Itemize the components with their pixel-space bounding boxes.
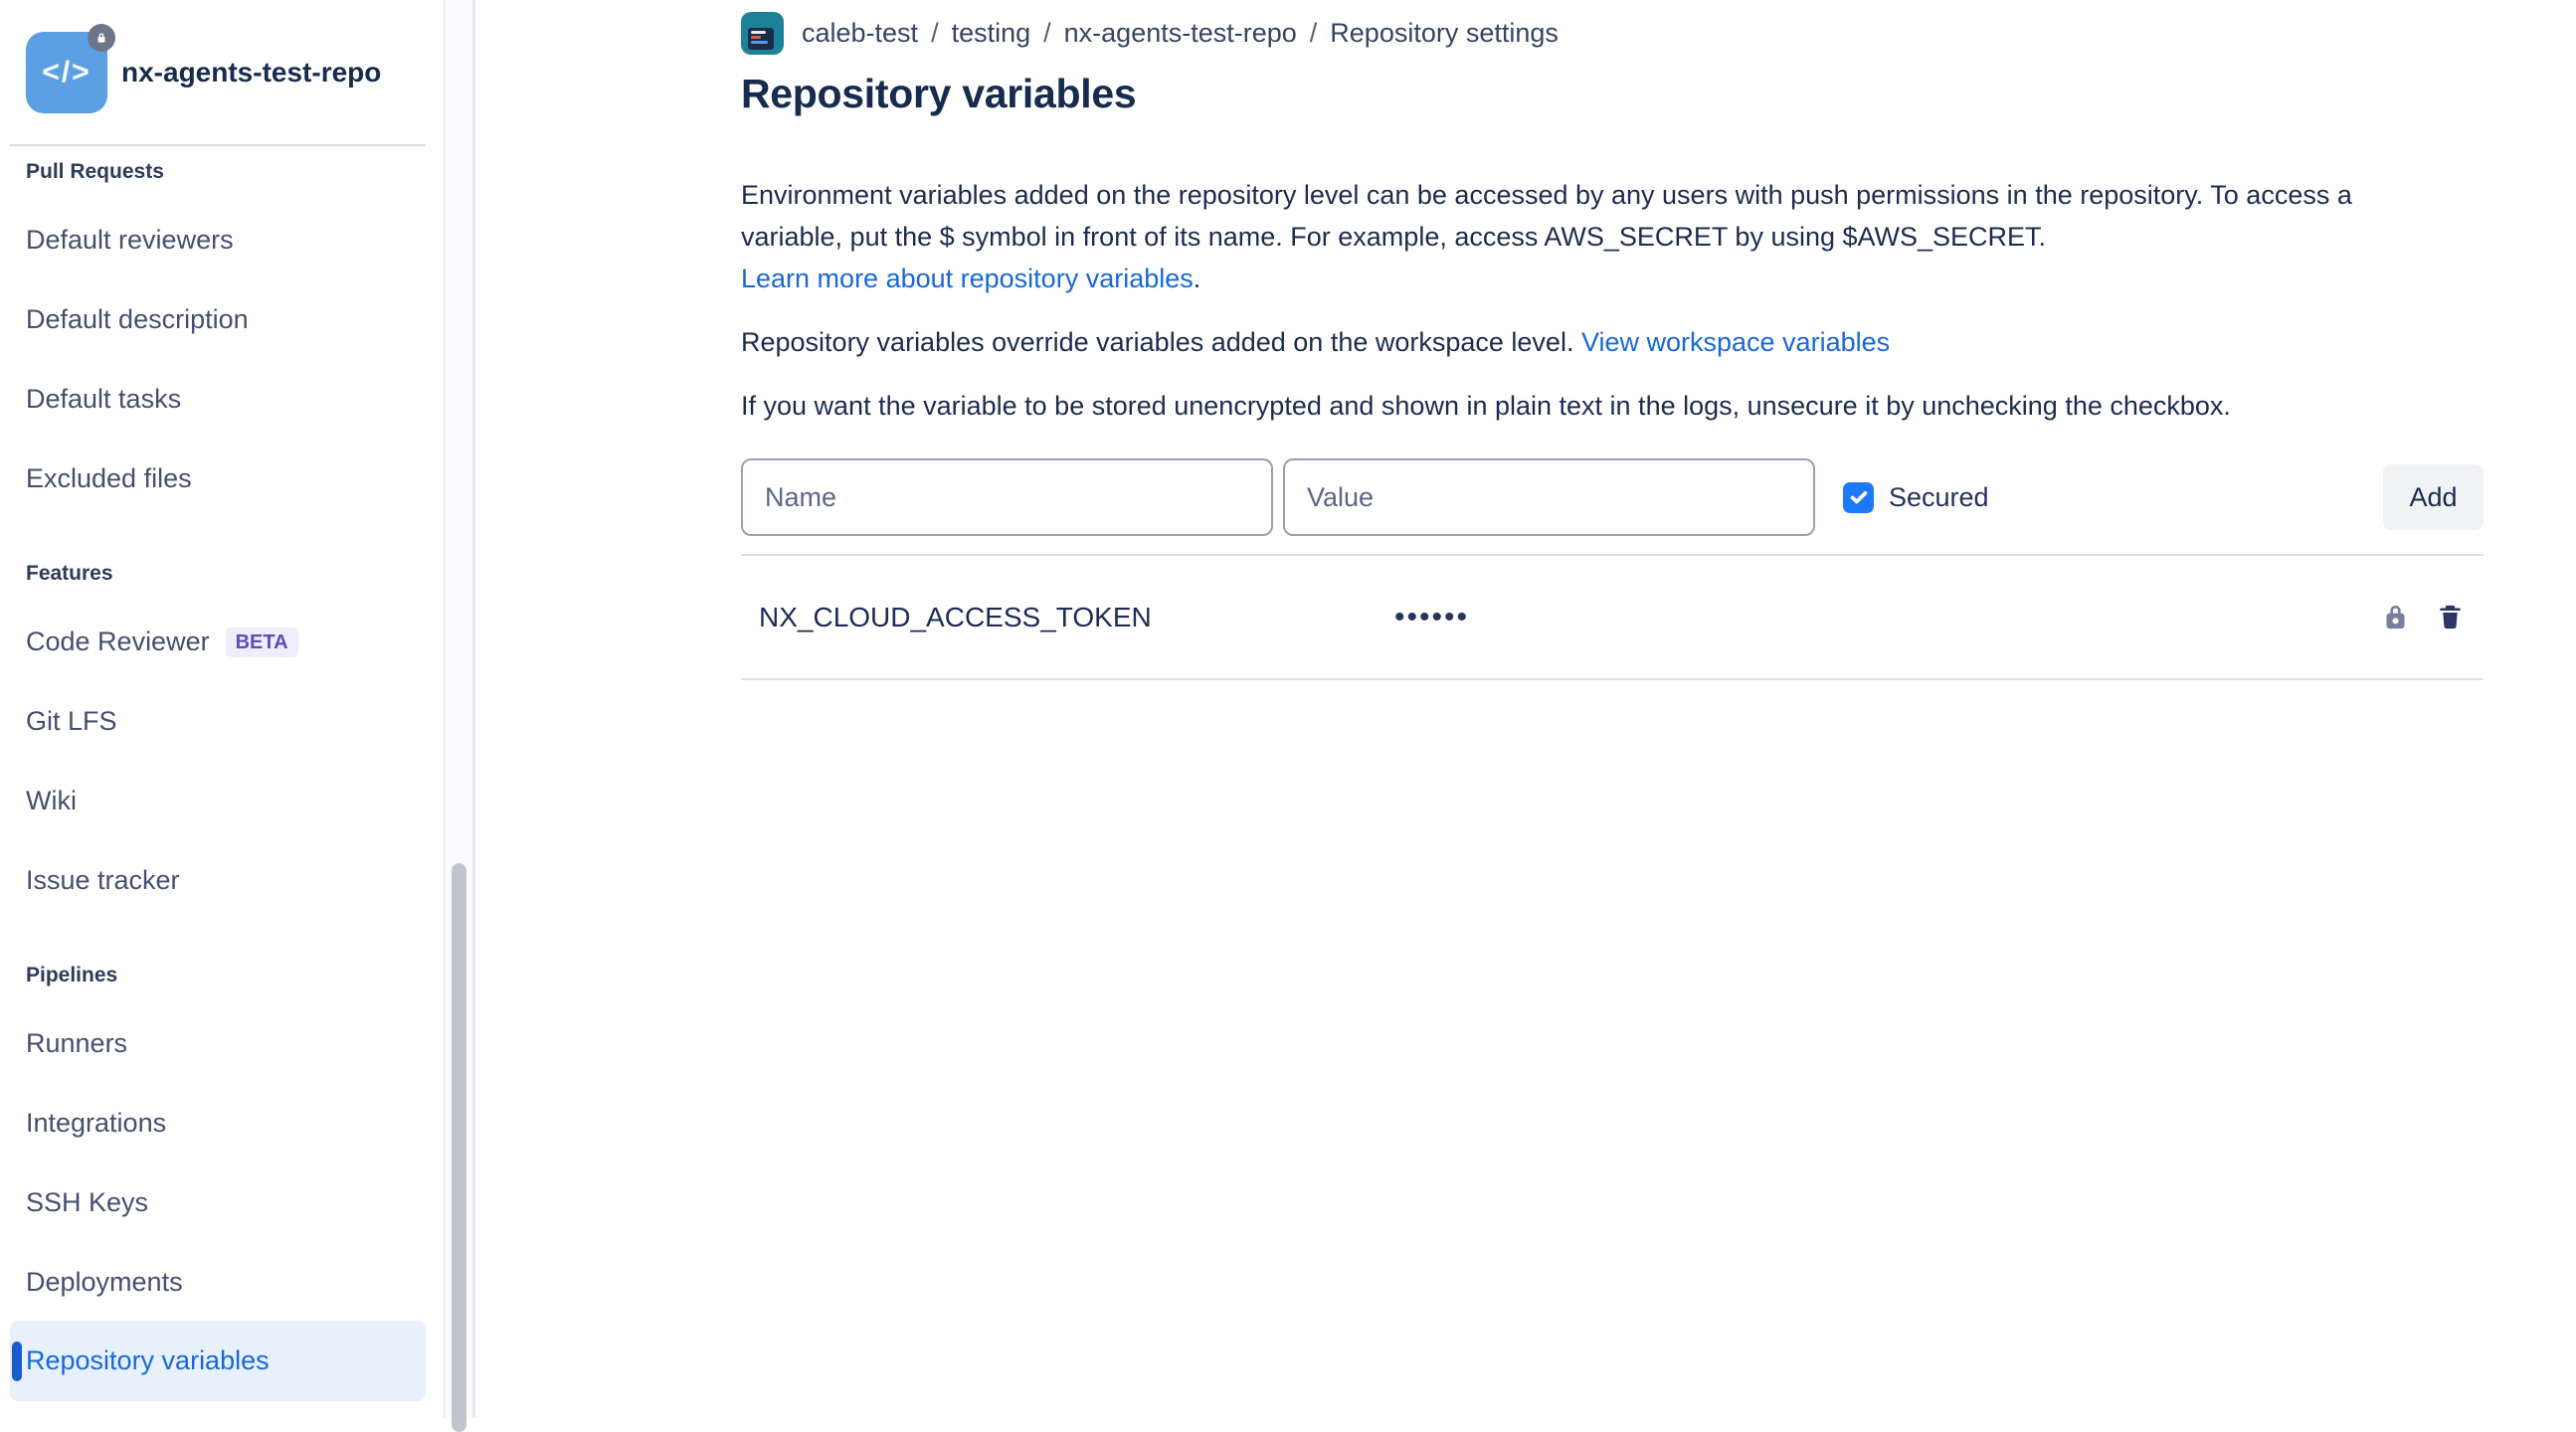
intro-line: Environment variables added on the repository level can be accessed by any users with push permissions in the repository. To access a xyxy=(741,180,2352,210)
lock-icon xyxy=(2380,601,2411,633)
override-text: Repository variables override variables added on the workspace level. xyxy=(741,327,1574,357)
secured-label: Secured xyxy=(1889,481,1989,512)
sidebar-header xyxy=(0,0,443,113)
breadcrumb-separator: / xyxy=(1309,18,1318,48)
learn-more-line xyxy=(741,258,2484,299)
page-title: Repository variables xyxy=(741,71,1137,116)
sidebar-item-label: Default reviewers xyxy=(26,225,234,255)
sidebar-item-issue-tracker[interactable] xyxy=(0,864,443,897)
active-item-indicator xyxy=(12,1342,22,1381)
sidebar-item-git-lfs[interactable] xyxy=(0,705,443,738)
nav-section-heading-features: Features xyxy=(26,562,113,585)
variable-row xyxy=(741,556,2484,680)
sidebar-item-default-reviewers[interactable] xyxy=(0,224,443,257)
sidebar-item-label: Git LFS xyxy=(26,706,117,736)
variable-name[interactable]: NX_CLOUD_ACCESS_TOKEN xyxy=(759,601,1152,632)
sidebar-item-repository-variables[interactable] xyxy=(10,1321,426,1401)
breadcrumb-separator: / xyxy=(931,18,939,48)
beta-badge: BETA xyxy=(226,627,298,657)
sidebar-item-default-tasks[interactable] xyxy=(0,383,443,416)
add-button[interactable]: Add xyxy=(2383,464,2484,530)
variable-row-actions xyxy=(2356,601,2484,633)
sidebar-item-label: Default tasks xyxy=(26,384,182,414)
view-workspace-variables-link[interactable]: View workspace variables xyxy=(1580,327,1891,357)
variable-masked-value: •••••• xyxy=(1394,600,1470,633)
sidebar-scrollbar-track[interactable] xyxy=(444,0,472,1418)
intro-line: variable, put the $ symbol in front of its name. For example, access AWS_SECRET by using $AWS_SECRET. xyxy=(741,222,2047,252)
breadcrumb-repository[interactable]: nx-agents-test-repo xyxy=(1063,18,1297,48)
sidebar-divider xyxy=(10,144,426,146)
sidebar-item-wiki[interactable] xyxy=(0,785,443,817)
breadcrumb-separator: / xyxy=(1043,18,1051,48)
add-variable-form xyxy=(741,458,2484,536)
sidebar-item-label: Deployments xyxy=(26,1267,183,1297)
sidebar-item-label: SSH Keys xyxy=(26,1187,149,1217)
breadcrumb-workspace[interactable]: caleb-test xyxy=(802,18,919,48)
variables-table xyxy=(741,554,2484,680)
sidebar-item-label: Runners xyxy=(26,1028,128,1058)
sidebar-item-label: Default description xyxy=(26,304,249,334)
sidebar xyxy=(0,0,475,1418)
sidebar-item-default-description[interactable] xyxy=(0,303,443,336)
workspace-avatar-icon xyxy=(741,12,784,55)
sidebar-item-label: Integrations xyxy=(26,1108,167,1138)
delete-variable-button[interactable] xyxy=(2435,601,2466,633)
repo-avatar[interactable] xyxy=(26,32,107,113)
sidebar-item-excluded-files[interactable] xyxy=(0,462,443,495)
checkmark-icon xyxy=(1848,486,1870,508)
nav-section-heading-pull-requests: Pull Requests xyxy=(26,160,164,183)
name-input[interactable] xyxy=(741,458,1273,536)
sidebar-item-label: Excluded files xyxy=(26,463,192,493)
workspace-avatar-screen xyxy=(748,28,774,50)
breadcrumb-project[interactable]: testing xyxy=(951,18,1031,48)
code-icon: </> xyxy=(42,56,92,89)
sidebar-item-code-reviewer[interactable] xyxy=(0,626,443,658)
sidebar-scrollbar-thumb[interactable] xyxy=(452,863,466,1432)
private-repo-lock-icon xyxy=(88,24,115,52)
unsecure-paragraph: If you want the variable to be stored unencrypted and shown in plain text in the logs, unsecure it by unchecking the checkbox. xyxy=(741,391,2231,421)
intro-paragraph xyxy=(741,174,2484,299)
override-paragraph xyxy=(741,321,2484,363)
main-content xyxy=(741,0,2484,680)
sidebar-item-deployments[interactable] xyxy=(0,1266,443,1299)
sidebar-item-label: Code Reviewer xyxy=(26,626,210,656)
sidebar-item-ssh-keys[interactable] xyxy=(0,1186,443,1219)
value-input[interactable] xyxy=(1283,458,1815,536)
sidebar-item-label: Repository variables xyxy=(26,1345,270,1375)
breadcrumb xyxy=(741,12,2484,55)
breadcrumb-repository-settings[interactable]: Repository settings xyxy=(1330,18,1559,48)
settings-nav xyxy=(0,159,443,1401)
repo-name: nx-agents-test-repo xyxy=(121,57,382,88)
trash-icon xyxy=(2435,601,2466,633)
learn-more-suffix: . xyxy=(1193,264,1201,293)
secured-checkbox[interactable] xyxy=(1843,482,1874,513)
learn-more-link[interactable]: Learn more about repository variables xyxy=(741,264,1194,293)
sidebar-item-label: Wiki xyxy=(26,786,77,815)
sidebar-item-integrations[interactable] xyxy=(0,1107,443,1140)
nav-section-heading-pipelines: Pipelines xyxy=(26,964,118,986)
sidebar-item-label: Issue tracker xyxy=(26,865,180,895)
sidebar-item-runners[interactable] xyxy=(0,1027,443,1060)
